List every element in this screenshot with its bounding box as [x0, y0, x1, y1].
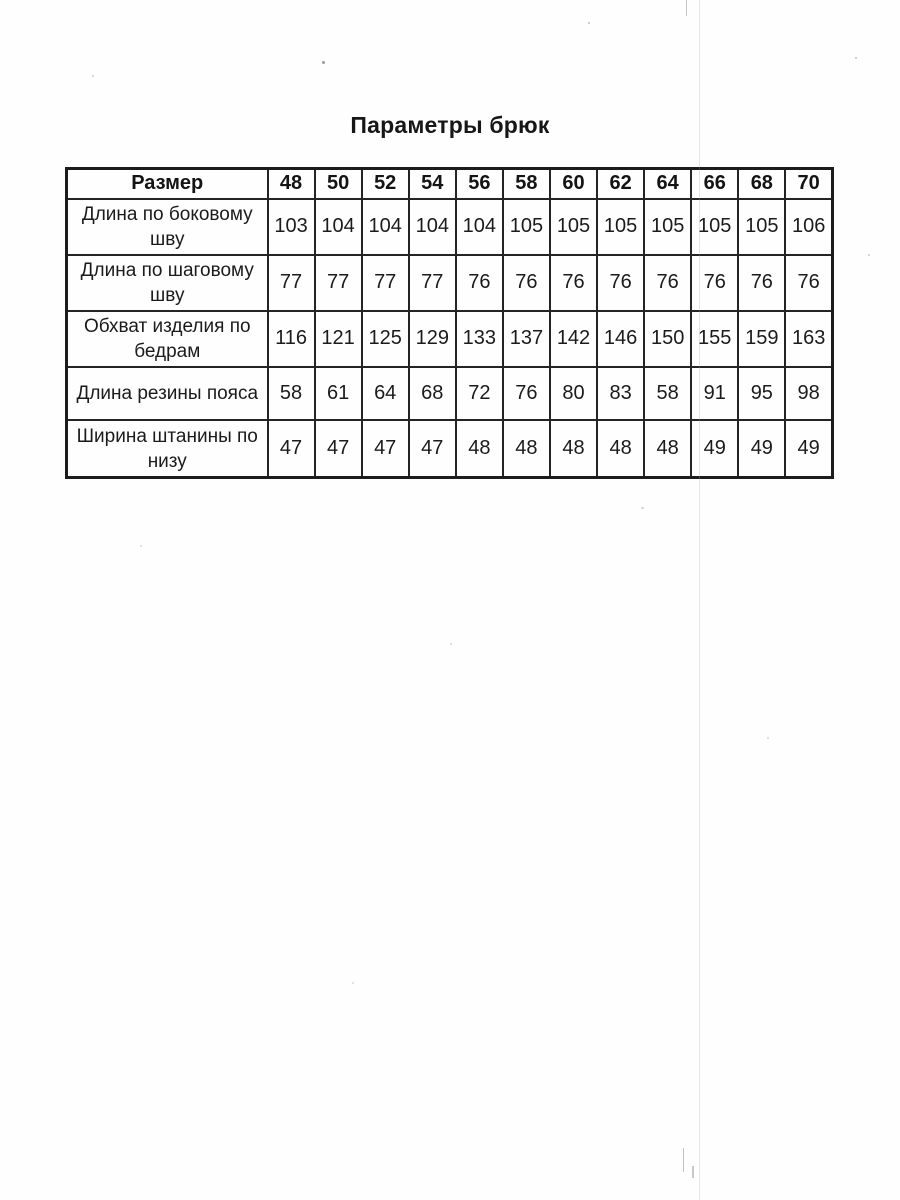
cell-value: 49	[785, 420, 832, 478]
cell-value: 83	[597, 367, 644, 420]
header-size-value: 66	[691, 169, 738, 199]
cell-value: 129	[409, 311, 456, 367]
cell-value: 64	[362, 367, 409, 420]
scan-speckle	[352, 982, 354, 984]
cell-value: 58	[268, 367, 315, 420]
cell-value: 76	[785, 255, 832, 311]
cell-value: 80	[550, 367, 597, 420]
cell-value: 104	[315, 199, 362, 255]
row-label: Длина резины пояса	[67, 367, 268, 420]
scan-speckle	[92, 75, 94, 77]
table-row-leg-bottom-width	[67, 420, 833, 478]
cell-value: 77	[362, 255, 409, 311]
cell-value: 105	[550, 199, 597, 255]
cell-value: 49	[738, 420, 785, 478]
page-title: Параметры брюк	[350, 112, 550, 138]
cell-value: 105	[738, 199, 785, 255]
row-label: Длина по шаговому шву	[67, 255, 268, 311]
cell-value: 95	[738, 367, 785, 420]
scan-artifact-dash	[683, 1148, 684, 1172]
header-size-value: 70	[785, 169, 832, 199]
cell-value: 104	[362, 199, 409, 255]
cell-value: 47	[315, 420, 362, 478]
header-size-value: 48	[268, 169, 315, 199]
cell-value: 48	[644, 420, 691, 478]
cell-value: 76	[597, 255, 644, 311]
cell-value: 48	[456, 420, 503, 478]
header-size-value: 62	[597, 169, 644, 199]
cell-value: 48	[597, 420, 644, 478]
table-row-waist-elastic-length	[67, 367, 833, 420]
cell-value: 76	[503, 367, 550, 420]
cell-value: 76	[503, 255, 550, 311]
cell-value: 104	[456, 199, 503, 255]
row-label: Длина по боковому шву	[67, 199, 268, 255]
scan-speckle	[767, 737, 769, 739]
scan-speckle	[322, 61, 325, 64]
header-size-value: 56	[456, 169, 503, 199]
cell-value: 116	[268, 311, 315, 367]
cell-value: 76	[456, 255, 503, 311]
cell-value: 133	[456, 311, 503, 367]
cell-value: 47	[268, 420, 315, 478]
cell-value: 77	[315, 255, 362, 311]
cell-value: 103	[268, 199, 315, 255]
cell-value: 76	[644, 255, 691, 311]
scan-artifact-tick	[686, 0, 687, 16]
size-parameters-table	[65, 167, 834, 479]
scan-speckle	[588, 22, 590, 24]
scan-speckle	[140, 545, 142, 547]
cell-value: 106	[785, 199, 832, 255]
table-row-hip-girth	[67, 311, 833, 367]
cell-value: 159	[738, 311, 785, 367]
header-size-value: 52	[362, 169, 409, 199]
scan-speckle	[868, 254, 870, 256]
cell-value: 76	[550, 255, 597, 311]
cell-value: 68	[409, 367, 456, 420]
cell-value: 146	[597, 311, 644, 367]
cell-value: 76	[738, 255, 785, 311]
header-size-label: Размер	[67, 169, 268, 199]
scan-speckle	[855, 57, 857, 59]
cell-value: 77	[409, 255, 456, 311]
cell-value: 105	[503, 199, 550, 255]
cell-value: 105	[644, 199, 691, 255]
table-header-row	[67, 169, 833, 199]
cell-value: 47	[409, 420, 456, 478]
header-size-value: 58	[503, 169, 550, 199]
header-size-value: 60	[550, 169, 597, 199]
header-size-value: 64	[644, 169, 691, 199]
cell-value: 142	[550, 311, 597, 367]
scan-speckle	[450, 643, 452, 645]
cell-value: 105	[691, 199, 738, 255]
row-label: Обхват изделия по бедрам	[67, 311, 268, 367]
cell-value: 98	[785, 367, 832, 420]
cell-value: 155	[691, 311, 738, 367]
cell-value: 77	[268, 255, 315, 311]
cell-value: 137	[503, 311, 550, 367]
cell-value: 61	[315, 367, 362, 420]
table-row-side-seam-length	[67, 199, 833, 255]
cell-value: 72	[456, 367, 503, 420]
cell-value: 48	[550, 420, 597, 478]
table-row-inseam-length	[67, 255, 833, 311]
cell-value: 91	[691, 367, 738, 420]
row-label: Ширина штанины по низу	[67, 420, 268, 478]
header-size-value: 68	[738, 169, 785, 199]
cell-value: 48	[503, 420, 550, 478]
cell-value: 121	[315, 311, 362, 367]
cell-value: 163	[785, 311, 832, 367]
cell-value: 76	[691, 255, 738, 311]
scan-artifact-dash	[692, 1166, 694, 1178]
header-size-value: 50	[315, 169, 362, 199]
cell-value: 104	[409, 199, 456, 255]
cell-value: 58	[644, 367, 691, 420]
cell-value: 105	[597, 199, 644, 255]
cell-value: 125	[362, 311, 409, 367]
cell-value: 47	[362, 420, 409, 478]
scan-speckle	[641, 507, 644, 509]
cell-value: 150	[644, 311, 691, 367]
header-size-value: 54	[409, 169, 456, 199]
cell-value: 49	[691, 420, 738, 478]
